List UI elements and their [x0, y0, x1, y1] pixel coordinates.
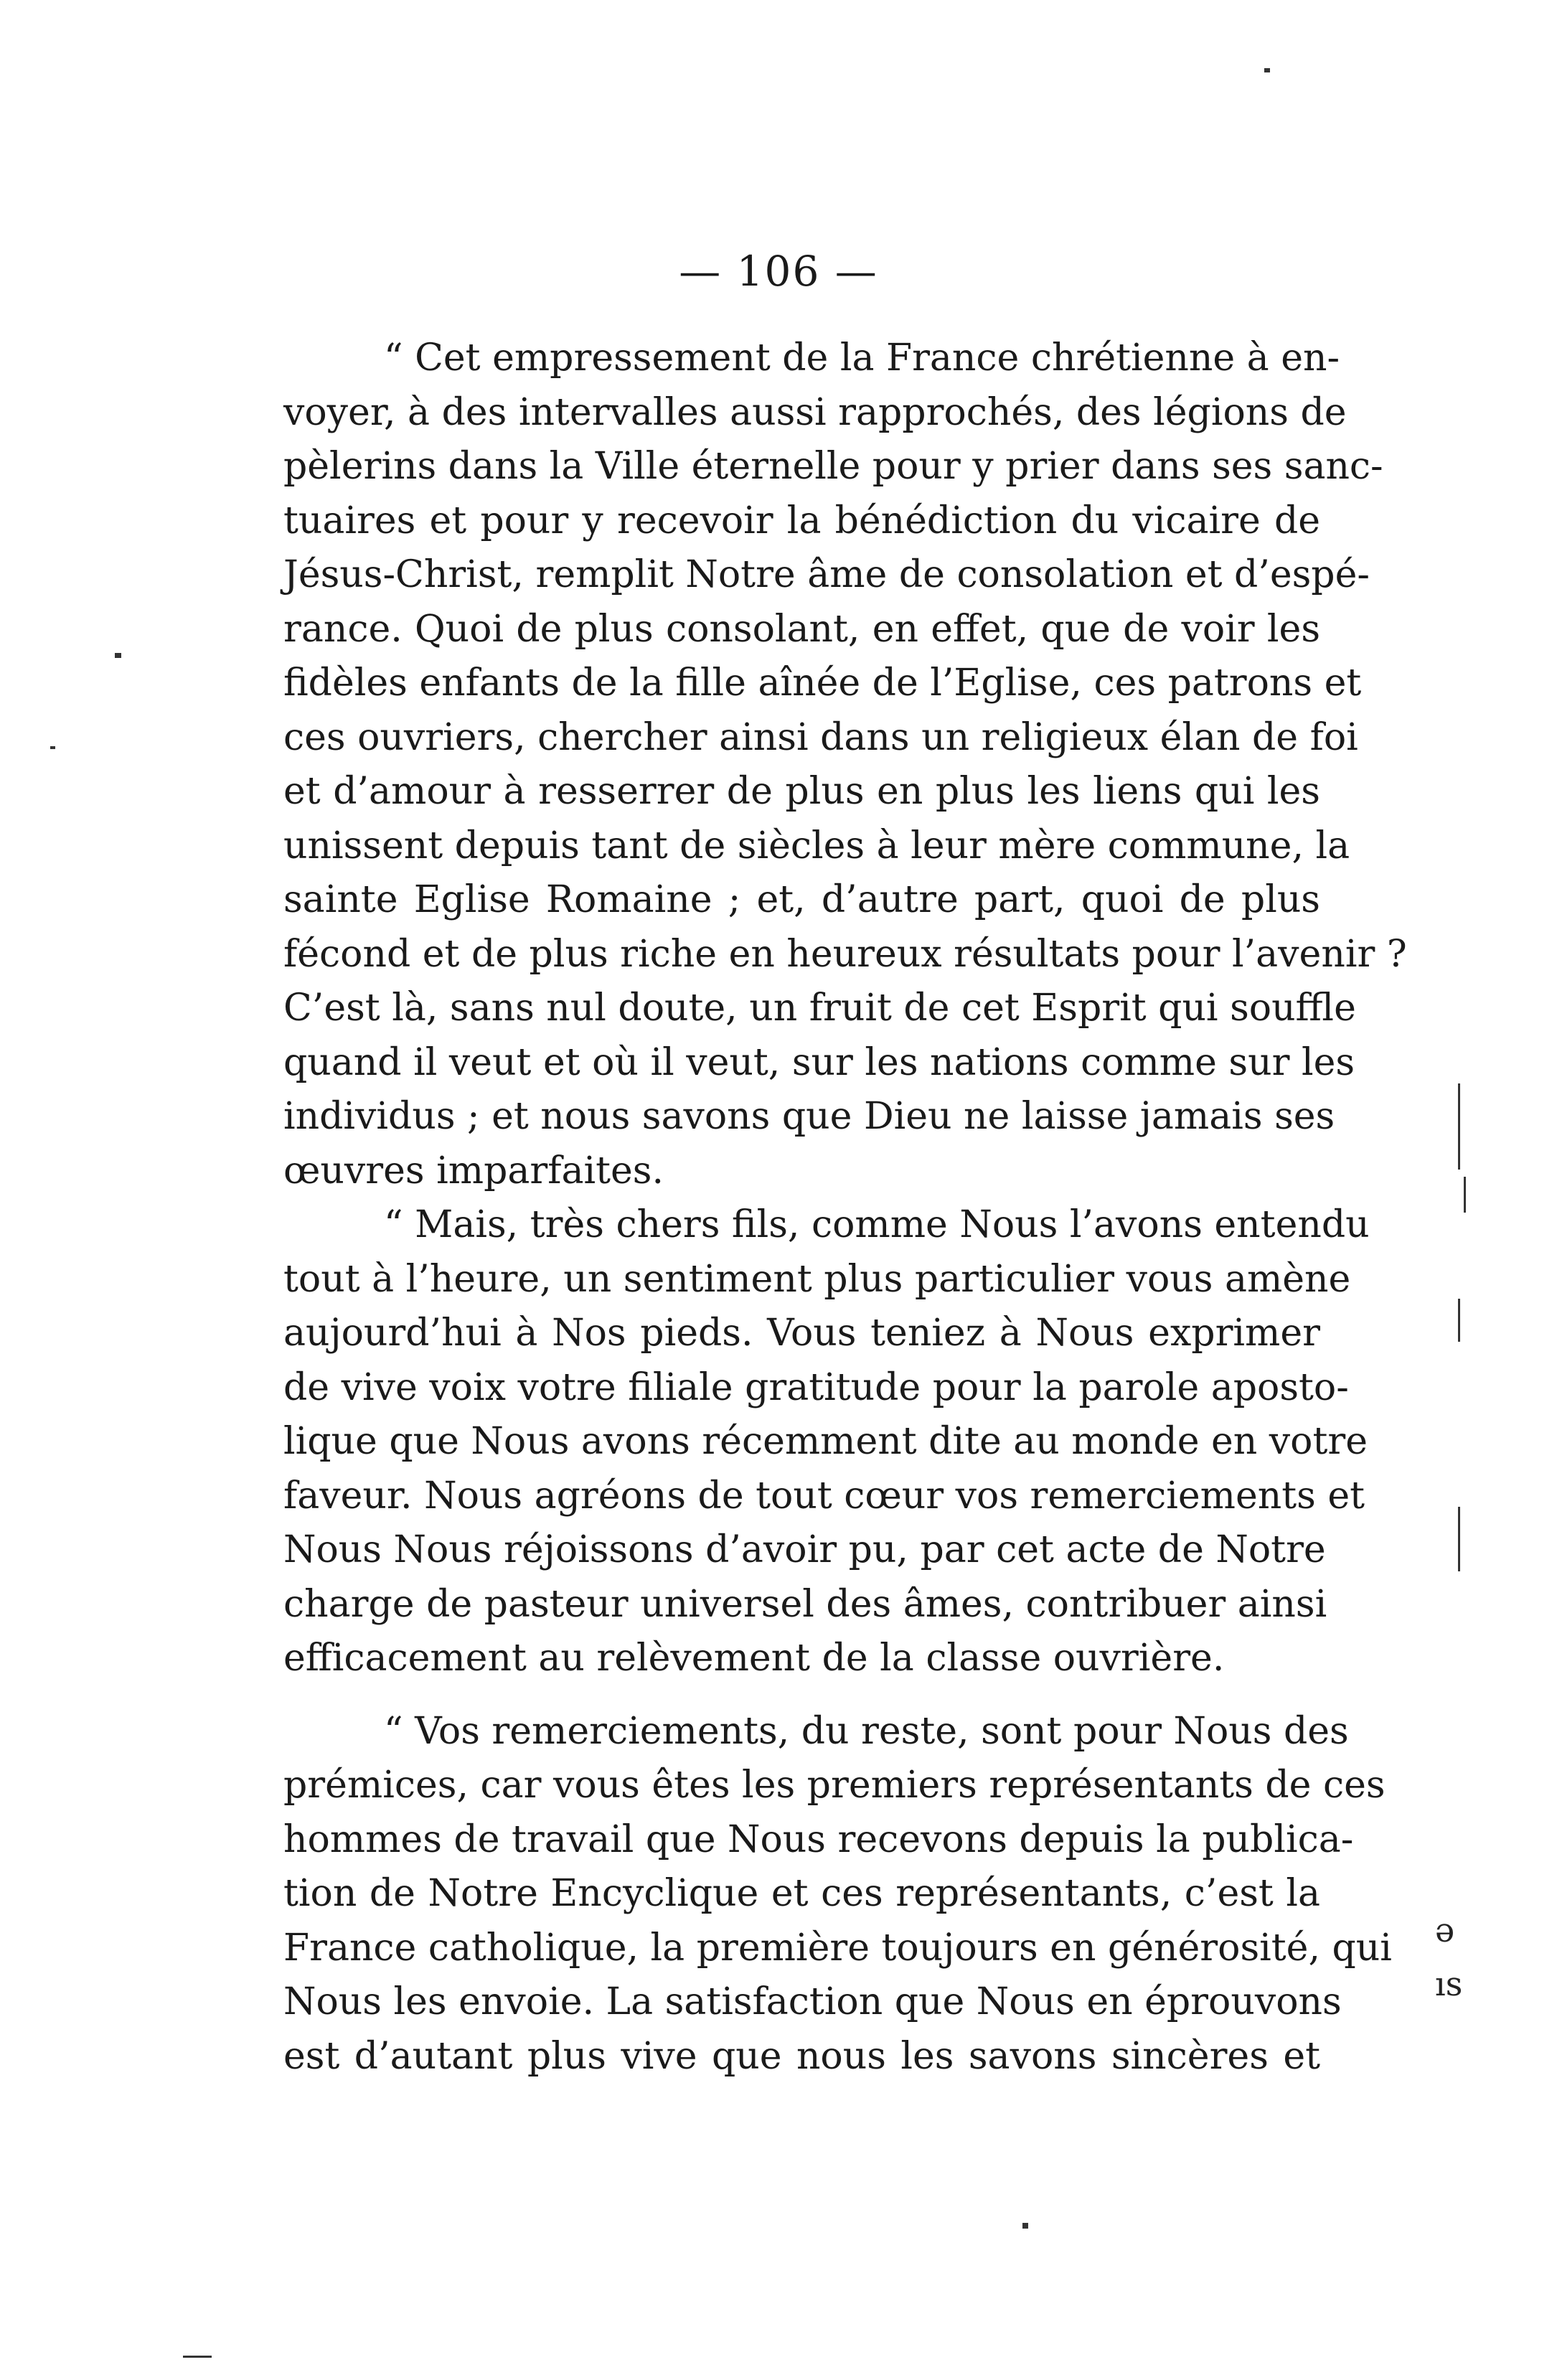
page-number: — 106 — [679, 247, 878, 296]
text-line: rance. Quoi de plus consolant, en effet, que de voir les [283, 607, 1320, 651]
text-line: œuvres imparfaites. [283, 1149, 664, 1193]
paragraph-1 [283, 331, 1407, 1198]
text-line: Nous les envoie. La satisfaction que Nous en éprouvons [283, 1980, 1342, 2023]
scan-speck [1022, 2223, 1028, 2229]
text-line: et d’amour à resserrer de plus en plus les liens qui les [283, 770, 1320, 813]
text-line: tout à l’heure, un sentiment plus particulier vous amène [283, 1257, 1351, 1301]
text-line: fécond et de plus riche en heureux résultats pour l’avenir ? [283, 932, 1407, 976]
body-text [283, 331, 1407, 2084]
text-line: voyer, à des intervalles aussi rapprochés, des légions de [283, 390, 1347, 434]
scan-speck [1264, 68, 1270, 72]
text-line: “ Mais, très chers fils, comme Nous l’avons entendu [384, 1203, 1370, 1246]
text-line: quand il veut et où il veut, sur les nations comme sur les [283, 1040, 1355, 1084]
text-line: Jésus-Christ, remplit Notre âme de consolation et d’espé- [283, 553, 1370, 596]
text-line: “ Cet empressement de la France chrétienne à en- [384, 337, 1340, 380]
text-line: unissent depuis tant de siècles à leur mère commune, la [283, 824, 1350, 867]
edge-fragment: ə [1435, 1911, 1455, 1949]
scan-speck [1458, 1083, 1460, 1170]
scan-speck [1464, 1177, 1466, 1213]
text-line: de vive voix votre filiale gratitude pour la parole aposto- [283, 1365, 1349, 1409]
scan-speck [50, 746, 55, 749]
paragraph-2 [283, 1198, 1370, 1686]
text-line: tion de Notre Encyclique et ces représentants, c’est la [283, 1872, 1320, 1915]
text-line: est d’autant plus vive que nous les savons sincères et [283, 2034, 1320, 2078]
text-line: ces ouvriers, chercher ainsi dans un religieux élan de foi [283, 715, 1358, 759]
text-line: “ Vos remerciements, du reste, sont pour Nous des [384, 1709, 1349, 1753]
text-line: tuaires et pour y recevoir la bénédiction du vicaire de [283, 499, 1320, 542]
text-line: individus ; et nous savons que Dieu ne laisse jamais ses [283, 1095, 1335, 1138]
text-line: pèlerins dans la Ville éternelle pour y prier dans ses sanc- [283, 445, 1383, 488]
text-line: sainte Eglise Romaine ; et, d’autre part, quoi de plus [283, 878, 1320, 921]
edge-fragment: ıs [1435, 1965, 1463, 2003]
text-line: France catholique, la première toujours en générosité, qui [283, 1926, 1392, 1970]
text-line: faveur. Nous agréons de tout cœur vos remerciements et [283, 1474, 1365, 1518]
scan-speck [1458, 1299, 1460, 1342]
paragraph-spacer [283, 1686, 1320, 1705]
text-line: lique que Nous avons récemment dite au monde en votre [283, 1420, 1368, 1463]
scan-speck [1458, 1507, 1460, 1571]
paragraph-3 [283, 1705, 1392, 2084]
text-line: hommes de travail que Nous recevons depuis la publica- [283, 1817, 1354, 1861]
text-line: efficacement au relèvement de la classe ouvrière. [283, 1637, 1225, 1680]
text-line: C’est là, sans nul doute, un fruit de cet Esprit qui souffle [283, 987, 1356, 1030]
scan-speck [115, 653, 121, 658]
text-line: prémices, car vous êtes les premiers représentants de ces [283, 1764, 1386, 1807]
text-line: aujourd’hui à Nos pieds. Vous teniez à Nous exprimer [283, 1312, 1320, 1355]
text-line: Nous Nous réjoissons d’avoir pu, par cet acte de Notre [283, 1528, 1326, 1571]
text-line: charge de pasteur universel des âmes, contribuer ainsi [283, 1582, 1327, 1626]
text-line: fidèles enfants de la fille aînée de l’Eglise, ces patrons et [283, 662, 1362, 705]
scan-speck [183, 2356, 212, 2358]
